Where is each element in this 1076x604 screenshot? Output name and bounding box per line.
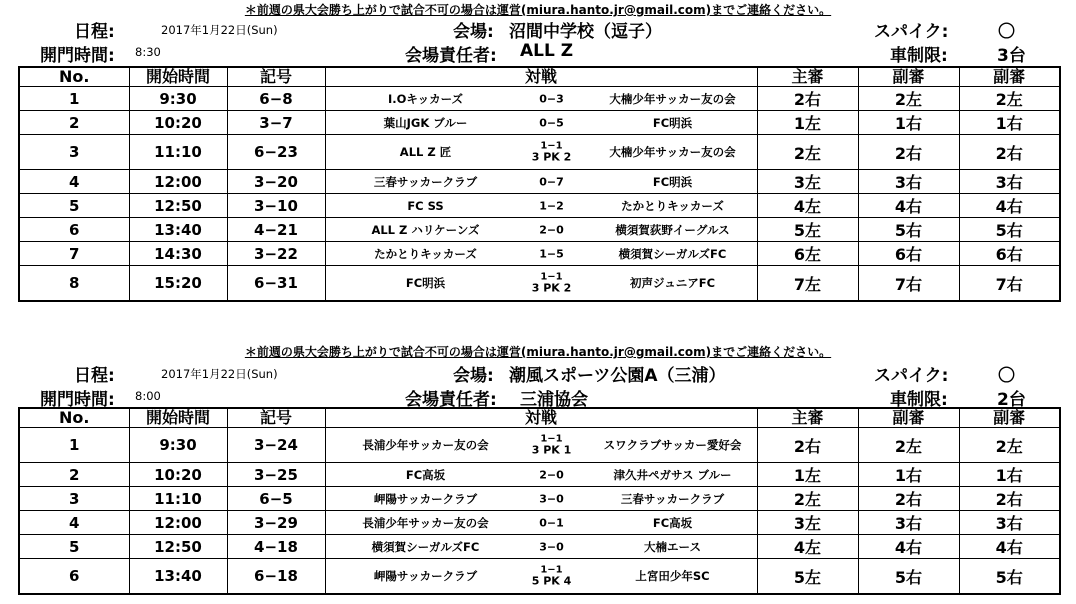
home-team: 岬陽サッカークラブ — [373, 569, 478, 583]
cell-referee: 1左 — [757, 111, 858, 135]
cell-assistant-2: 5右 — [959, 218, 1060, 242]
cell-match — [325, 511, 757, 535]
match-wrapper — [326, 195, 757, 217]
cell-referee: 2右 — [757, 428, 858, 463]
score-penalty: 3 PK 1 — [531, 443, 572, 457]
cell-start-time: 15:20 — [129, 266, 227, 302]
cell-match — [325, 194, 757, 218]
score-regular: 1−1 — [540, 140, 563, 152]
header-match: 対戦 — [325, 67, 757, 87]
away-team: 三春サッカークラブ — [620, 491, 725, 506]
home-team: I.Oキッカーズ — [387, 91, 464, 106]
match-table — [18, 66, 1061, 302]
car-limit-value: 2台 — [997, 390, 1026, 410]
cell-assistant-2: 4右 — [959, 535, 1060, 559]
match-wrapper — [326, 512, 757, 534]
match-wrapper — [326, 464, 757, 486]
cell-assistant-2: 6右 — [959, 242, 1060, 266]
open-time-label: 開門時間: — [40, 390, 115, 410]
table-row — [19, 135, 1060, 170]
table-row — [19, 428, 1060, 463]
header-code: 記号 — [227, 408, 325, 428]
match-score: 2−0 — [539, 468, 564, 481]
cell-no: 2 — [19, 463, 129, 487]
cell-no: 7 — [19, 242, 129, 266]
score-penalty: 5 PK 4 — [531, 574, 572, 588]
cell-code: 3−24 — [227, 428, 325, 463]
match-wrapper — [326, 488, 757, 510]
home-team: 葉山JGK ブルー — [383, 115, 468, 130]
cell-assistant-1: 2左 — [858, 87, 959, 111]
cell-referee: 2左 — [757, 487, 858, 511]
table-row — [19, 559, 1060, 595]
cell-assistant-2: 4右 — [959, 194, 1060, 218]
cell-code: 3−20 — [227, 170, 325, 194]
cell-assistant-1: 6右 — [858, 242, 959, 266]
cell-referee: 2右 — [757, 87, 858, 111]
match-score — [522, 272, 582, 295]
table-header-row — [19, 408, 1060, 428]
cell-assistant-1: 5右 — [858, 559, 959, 595]
schedule-section-1 — [0, 0, 1076, 300]
cell-start-time: 14:30 — [129, 242, 227, 266]
away-team: 大楠少年サッカー友の会 — [609, 91, 736, 106]
table-body — [19, 428, 1060, 595]
cell-assistant-2: 2左 — [959, 87, 1060, 111]
date-value: 2017年1月22日(Sun) — [161, 23, 278, 37]
match-wrapper — [326, 135, 757, 169]
home-team: ALL Z ハリケーンズ — [371, 222, 480, 237]
match-table — [18, 407, 1061, 595]
date-label: 日程: — [74, 366, 115, 386]
manager-value: 三浦協会 — [520, 390, 588, 410]
cell-no: 4 — [19, 170, 129, 194]
cell-no: 1 — [19, 428, 129, 463]
cell-assistant-2: 2右 — [959, 487, 1060, 511]
cell-referee: 3左 — [757, 511, 858, 535]
table-row — [19, 266, 1060, 302]
open-time-value: 8:00 — [135, 389, 161, 403]
cell-assistant-1: 4右 — [858, 535, 959, 559]
away-team: 津久井ペガサス ブルー — [613, 467, 732, 482]
away-team: たかとりキッカーズ — [621, 198, 724, 213]
table-row — [19, 87, 1060, 111]
cell-code: 6−8 — [227, 87, 325, 111]
cell-code: 3−10 — [227, 194, 325, 218]
home-team: FC明浜 — [405, 276, 446, 290]
cell-assistant-1: 7右 — [858, 266, 959, 302]
cell-assistant-1: 3右 — [858, 511, 959, 535]
cell-assistant-2: 1右 — [959, 111, 1060, 135]
cell-referee: 4左 — [757, 535, 858, 559]
header-no: No. — [19, 67, 129, 87]
cell-match — [325, 428, 757, 463]
match-score: 1−2 — [539, 199, 564, 212]
header-code: 記号 — [227, 67, 325, 87]
car-limit-value: 3台 — [997, 46, 1026, 66]
manager-label: 会場責任者: — [405, 46, 497, 66]
cell-assistant-2: 7右 — [959, 266, 1060, 302]
cell-no: 8 — [19, 266, 129, 302]
cell-referee: 2左 — [757, 135, 858, 170]
match-score — [522, 434, 582, 457]
table-row — [19, 194, 1060, 218]
cell-code: 6−5 — [227, 487, 325, 511]
match-wrapper — [326, 428, 757, 462]
cell-referee: 7左 — [757, 266, 858, 302]
notice-line: ＊前週の県大会勝ち上がりで試合不可の場合は運営(miura.hanto.jr@gmail.com)までご連絡ください。 — [244, 345, 832, 359]
cell-referee: 5左 — [757, 218, 858, 242]
header-no: No. — [19, 408, 129, 428]
cell-start-time: 13:40 — [129, 559, 227, 595]
cell-referee: 1左 — [757, 463, 858, 487]
venue-label: 会場: — [453, 366, 494, 386]
cell-assistant-2: 5右 — [959, 559, 1060, 595]
cell-no: 2 — [19, 111, 129, 135]
header-referee: 主審 — [757, 408, 858, 428]
cell-assistant-1: 2左 — [858, 428, 959, 463]
away-team: FC明浜 — [652, 115, 693, 130]
home-team: 横須賀シーガルズFC — [371, 539, 480, 554]
match-score: 0−5 — [539, 116, 564, 129]
match-wrapper — [326, 171, 757, 193]
table-row — [19, 511, 1060, 535]
table-body — [19, 87, 1060, 302]
header-assistant-1: 副審 — [858, 408, 959, 428]
cell-no: 5 — [19, 194, 129, 218]
score-regular: 1−1 — [540, 271, 563, 283]
car-limit-label: 車制限: — [890, 390, 948, 410]
score-regular: 1−1 — [540, 433, 563, 445]
cell-referee: 3左 — [757, 170, 858, 194]
cell-assistant-1: 1右 — [858, 111, 959, 135]
away-team: 初声ジュニアFC — [629, 276, 716, 290]
away-team: 大楠エース — [644, 539, 701, 554]
cell-match — [325, 218, 757, 242]
cell-referee: 5左 — [757, 559, 858, 595]
cell-referee: 6左 — [757, 242, 858, 266]
match-score: 0−1 — [539, 516, 564, 529]
home-team: 長浦少年サッカー友の会 — [362, 515, 489, 530]
cell-match — [325, 266, 757, 302]
cell-start-time: 11:10 — [129, 487, 227, 511]
cell-assistant-2: 3右 — [959, 170, 1060, 194]
cell-no: 5 — [19, 535, 129, 559]
venue-label: 会場: — [453, 22, 494, 42]
match-score — [522, 141, 582, 164]
away-team: 横須賀シーガルズFC — [618, 246, 727, 261]
cell-code: 4−21 — [227, 218, 325, 242]
cell-match — [325, 463, 757, 487]
match-wrapper — [326, 266, 757, 300]
cell-code: 3−29 — [227, 511, 325, 535]
cell-match — [325, 535, 757, 559]
table-row — [19, 535, 1060, 559]
cell-assistant-1: 2右 — [858, 487, 959, 511]
table-row — [19, 218, 1060, 242]
cell-assistant-2: 2左 — [959, 428, 1060, 463]
match-wrapper — [326, 559, 757, 593]
match-score: 3−0 — [539, 540, 564, 553]
match-score: 3−0 — [539, 492, 564, 505]
cell-no: 3 — [19, 135, 129, 170]
cell-match — [325, 487, 757, 511]
header-assistant-1: 副審 — [858, 67, 959, 87]
cell-match — [325, 170, 757, 194]
away-team: FC高坂 — [652, 515, 693, 530]
home-team: たかとりキッカーズ — [374, 246, 477, 261]
cell-match — [325, 559, 757, 595]
cell-start-time: 10:20 — [129, 111, 227, 135]
home-team: FC SS — [407, 198, 444, 213]
cell-code: 3−25 — [227, 463, 325, 487]
spike-value: 〇 — [998, 22, 1015, 42]
spike-label: スパイク: — [874, 22, 949, 42]
date-label: 日程: — [74, 22, 115, 42]
home-team: ALL Z 匠 — [399, 145, 452, 159]
cell-start-time: 9:30 — [129, 87, 227, 111]
cell-assistant-1: 2右 — [858, 135, 959, 170]
table-row — [19, 487, 1060, 511]
manager-value: ALL Z — [520, 41, 574, 61]
venue-value: 沼間中学校（逗子） — [509, 22, 662, 42]
table-row — [19, 463, 1060, 487]
score-regular: 1−1 — [540, 564, 563, 576]
home-team: 三春サッカークラブ — [373, 174, 478, 189]
away-team: スワクラブサッカー愛好会 — [603, 438, 742, 452]
table-row — [19, 111, 1060, 135]
cell-referee: 4左 — [757, 194, 858, 218]
venue-value: 潮風スポーツ公園A（三浦） — [509, 366, 726, 386]
cell-match — [325, 87, 757, 111]
cell-assistant-2: 1右 — [959, 463, 1060, 487]
table-header-row — [19, 67, 1060, 87]
match-score: 0−3 — [539, 92, 564, 105]
match-wrapper — [326, 88, 757, 110]
spike-value: 〇 — [998, 366, 1015, 386]
cell-match — [325, 111, 757, 135]
cell-start-time: 11:10 — [129, 135, 227, 170]
cell-assistant-1: 4右 — [858, 194, 959, 218]
cell-start-time: 9:30 — [129, 428, 227, 463]
match-score: 1−5 — [539, 247, 564, 260]
match-score — [522, 565, 582, 588]
cell-match — [325, 242, 757, 266]
cell-assistant-2: 3右 — [959, 511, 1060, 535]
cell-no: 6 — [19, 218, 129, 242]
cell-start-time: 12:00 — [129, 511, 227, 535]
home-team: 長浦少年サッカー友の会 — [362, 438, 489, 452]
cell-start-time: 12:00 — [129, 170, 227, 194]
header-start-time: 開始時間 — [129, 67, 227, 87]
cell-code: 6−18 — [227, 559, 325, 595]
cell-code: 4−18 — [227, 535, 325, 559]
open-time-label: 開門時間: — [40, 46, 115, 66]
away-team: 大楠少年サッカー友の会 — [609, 145, 736, 159]
manager-label: 会場責任者: — [405, 390, 497, 410]
open-time-value: 8:30 — [135, 45, 161, 59]
cell-no: 4 — [19, 511, 129, 535]
header-referee: 主審 — [757, 67, 858, 87]
away-team: 上宮田少年SC — [635, 569, 710, 583]
cell-code: 6−31 — [227, 266, 325, 302]
score-penalty: 3 PK 2 — [531, 150, 572, 164]
cell-code: 3−7 — [227, 111, 325, 135]
cell-no: 3 — [19, 487, 129, 511]
away-team: FC明浜 — [652, 174, 693, 189]
cell-assistant-2: 2右 — [959, 135, 1060, 170]
away-team: 横須賀荻野イーグルス — [615, 222, 730, 237]
header-start-time: 開始時間 — [129, 408, 227, 428]
cell-start-time: 12:50 — [129, 535, 227, 559]
cell-start-time: 12:50 — [129, 194, 227, 218]
home-team: FC高坂 — [405, 467, 446, 482]
table-row — [19, 242, 1060, 266]
date-value: 2017年1月22日(Sun) — [161, 367, 278, 381]
cell-no: 6 — [19, 559, 129, 595]
table-row — [19, 170, 1060, 194]
notice-line: ＊前週の県大会勝ち上がりで試合不可の場合は運営(miura.hanto.jr@gmail.com)までご連絡ください。 — [244, 3, 832, 17]
cell-code: 6−23 — [227, 135, 325, 170]
cell-assistant-1: 1右 — [858, 463, 959, 487]
cell-start-time: 13:40 — [129, 218, 227, 242]
cell-assistant-1: 5右 — [858, 218, 959, 242]
home-team: 岬陽サッカークラブ — [373, 491, 478, 506]
cell-match — [325, 135, 757, 170]
schedule-section-2 — [0, 341, 1076, 604]
match-wrapper — [326, 112, 757, 134]
match-wrapper — [326, 219, 757, 241]
cell-code: 3−22 — [227, 242, 325, 266]
cell-assistant-1: 3右 — [858, 170, 959, 194]
score-penalty: 3 PK 2 — [531, 281, 572, 295]
cell-start-time: 10:20 — [129, 463, 227, 487]
header-match: 対戦 — [325, 408, 757, 428]
match-wrapper — [326, 536, 757, 558]
header-assistant-2: 副審 — [959, 408, 1060, 428]
car-limit-label: 車制限: — [890, 46, 948, 66]
match-score: 2−0 — [539, 223, 564, 236]
cell-no: 1 — [19, 87, 129, 111]
match-score: 0−7 — [539, 175, 564, 188]
header-assistant-2: 副審 — [959, 67, 1060, 87]
match-wrapper — [326, 243, 757, 265]
spike-label: スパイク: — [874, 366, 949, 386]
